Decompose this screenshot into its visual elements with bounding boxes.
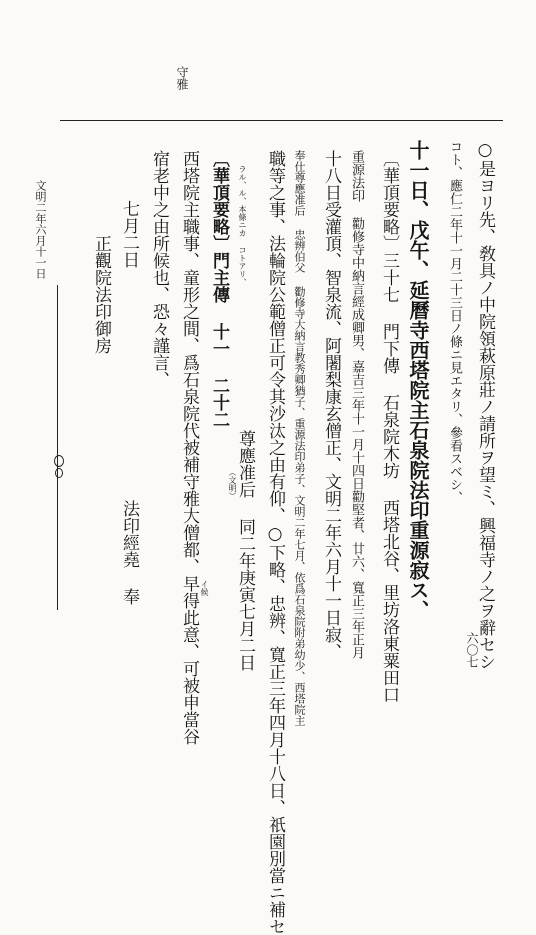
text-column-13: 七月二日 xyxy=(119,200,139,268)
signature-signer: 法印經堯 奉 xyxy=(119,500,139,605)
rule-ornament xyxy=(54,455,64,467)
text-column-9: ラル、ル、本條ニカ コトアリ、 xyxy=(238,165,247,286)
text-column-3: 十一日、戊午、延曆寺西塔院主石泉院法印重源寂ス、 xyxy=(406,140,430,620)
text-column-4: 〔華頂要略〕三十七 門下傳 石泉院木坊 西塔北谷、里坊洛東粟田口 xyxy=(379,150,399,703)
text-column-1: ○是ヨリ先、敎具ノ中院領萩原莊ノ請所ヲ望ミ、興福寺ノ之ヲ辭セシ xyxy=(475,140,495,670)
header-rule xyxy=(60,120,503,121)
signature-small-note: イ候 xyxy=(200,580,209,596)
page-number: 六〇七 xyxy=(465,632,479,668)
marginal-date: 文明二年六月十一日 xyxy=(34,180,47,279)
rule-ornament-small xyxy=(55,468,63,478)
signature-date-line: 尊應准后 同二年庚寅七月二日 xyxy=(235,430,255,671)
running-head: 守雅 xyxy=(175,66,189,90)
text-column-11: 西塔院主職事、童形之間、爲石泉院代被補守雅大僧都、早得此意、可被申當谷 xyxy=(179,150,199,745)
signature-era-note: （文明） xyxy=(228,468,237,500)
text-column-7: 奉仕尊應准后 忠辨伯父 勸修寺大納言教秀卿猶子、重源法印弟子、文明二年七月、依爲石泉院附弟幼少、西塔院主 xyxy=(293,150,306,726)
ornamental-rule xyxy=(57,285,58,610)
text-column-12: 宿老中之由所候也、恐々謹言、 xyxy=(149,150,169,388)
text-column-14: 正觀院法印御房 xyxy=(91,235,111,354)
text-column-8: 職等之事、法輪院公範僧正可令其沙汰之由有仰、○下略、忠辨、寬正三年四月十八日、祇園別當ニ補セ xyxy=(265,150,285,935)
text-column-5: 重源法印 勸修寺中納言經成卿男、嘉吉三年十一月十四日勸堅者、廿六、寬正三年正月 xyxy=(349,150,364,659)
text-column-2: コト、應仁二年十一月二十三日ノ條ニ見エタリ、參看スベシ、 xyxy=(447,140,462,504)
text-column-10: 〔華頂要略〕門主傳 十一 二十二 xyxy=(209,150,229,428)
text-column-6: 十八日受灌頂、智泉流、阿闍梨康玄僧正、文明二年六月十一日寂、 xyxy=(321,150,341,660)
